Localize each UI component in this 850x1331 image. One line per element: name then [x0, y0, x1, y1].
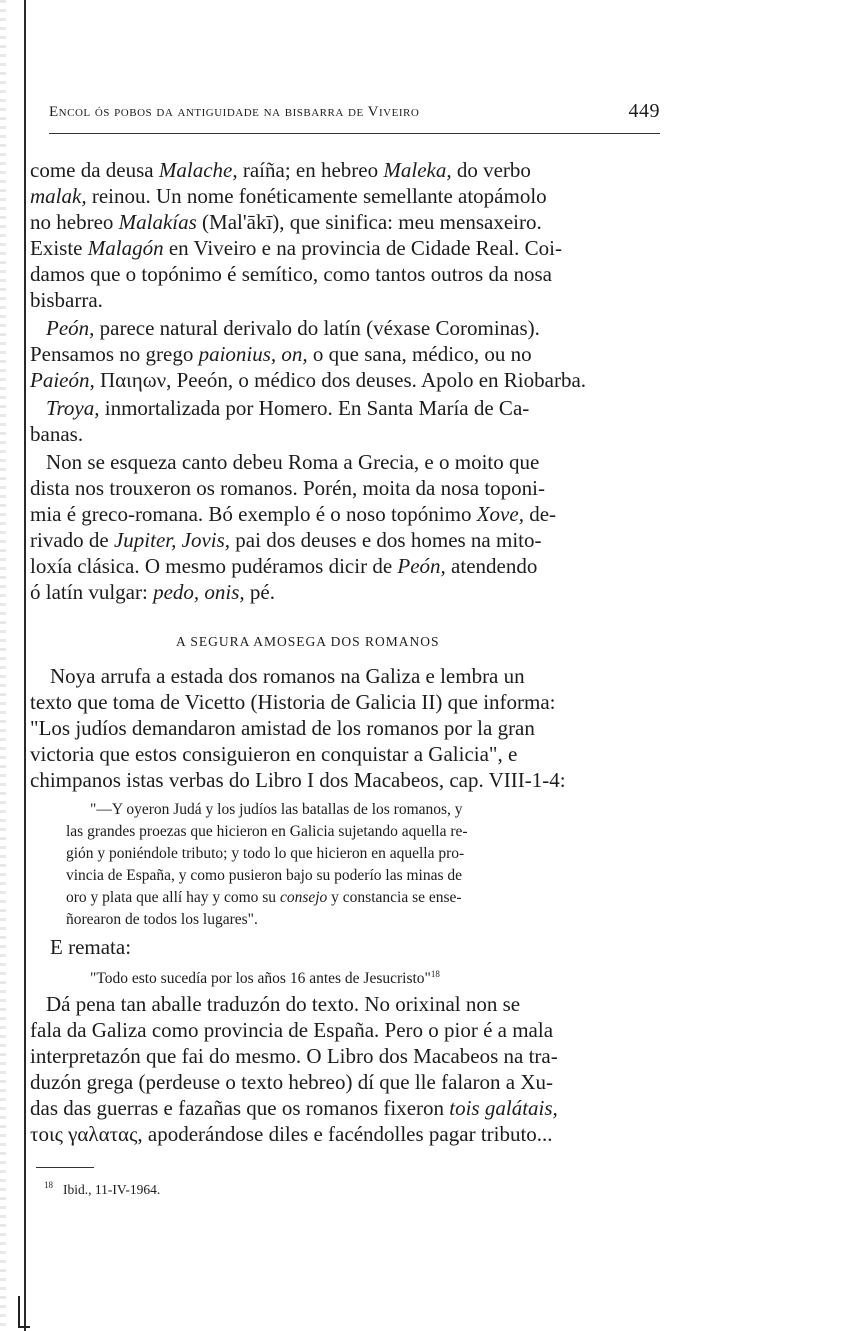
- section-heading: A SEGURA AMOSEGA DOS ROMANOS: [176, 634, 440, 649]
- body-line: Pensamos no grego paionius, on, o que sana, médico, ou no: [30, 342, 532, 366]
- body-line: duzón grega (perdeuse o texto hebreo) dí que lle falaron a Xu-: [30, 1070, 554, 1094]
- quote-line: oro y plata que allí hay y como su consejo y constancia se ense-: [66, 889, 462, 906]
- body-line: banas.: [30, 422, 84, 446]
- quote-line: las grandes proezas que hicieron en Galicia sujetando aquella re-: [66, 823, 468, 840]
- body-line: "Los judíos demandaron amistad de los romanos por la gran: [30, 716, 535, 740]
- body-line: victoria que estos consiguieron en conquistar a Galicia", e: [30, 742, 518, 766]
- body-line: τοις γαλατας, apoderándose diles e facéndolles pagar tributo...: [30, 1122, 553, 1146]
- body-line: damos que o topónimo é semítico, como tantos outros da nosa: [30, 262, 553, 286]
- body-line: Peón, parece natural derivalo do latín (véxase Corominas).: [46, 316, 540, 340]
- page-number: 449: [628, 100, 660, 122]
- quote-line: gión y poniéndole tributo; y todo lo que hicieron en aquella pro-: [66, 845, 465, 862]
- body-line: Troya, inmortalizada por Homero. En Santa María de Ca-: [46, 396, 530, 420]
- running-title: Encol ós pobos da antiguidade na bisbarra de Viveiro: [49, 104, 420, 120]
- body-line: dista nos trouxeron os romanos. Porén, moita da nosa toponi-: [30, 476, 546, 500]
- body-line: mia é greco-romana. Bó exemplo é o noso topónimo Xove, de-: [30, 502, 557, 526]
- body-line: Non se esqueza canto debeu Roma a Grecia, e o moito que: [46, 450, 540, 474]
- quote-line: vincia de España, y como pusieron bajo su poderío las minas de: [66, 867, 463, 884]
- body-line: rivado de Jupiter, Jovis, pai dos deuses e dos homes na mito-: [30, 528, 542, 552]
- body-line: ó latín vulgar: pedo, onis, pé.: [30, 580, 275, 604]
- quote-line: "—Y oyeron Judá y los judíos las batallas de los romanos, y: [90, 801, 463, 818]
- footnote-rule: [36, 1167, 94, 1168]
- quote-line: ñorearon de todos los lugares".: [66, 911, 258, 928]
- body-line: interpretazón que fai do mesmo. O Libro dos Macabeos na tra-: [30, 1044, 558, 1068]
- body-line: texto que toma de Vicetto (Historia de Galicia II) que informa:: [30, 690, 556, 714]
- quote-line: "Todo esto sucedía por los años 16 antes de Jesucristo"$^{18}$: [90, 969, 440, 988]
- body-line: chimpanos istas verbas do Libro I dos Macabeos, cap. VIII-1-4:: [30, 768, 566, 792]
- body-line: Dá pena tan aballe traduzón do texto. No orixinal non se: [46, 992, 521, 1016]
- body-line: E remata:: [50, 935, 132, 959]
- body-line: Noya arrufa a estada dos romanos na Galiza e lembra un: [50, 664, 525, 688]
- body-line: Existe Malagón en Viveiro e na provincia de Cidade Real. Coi-: [30, 236, 562, 260]
- body-line: loxía clásica. O mesmo pudéramos dicir de Peón, atendendo: [30, 554, 538, 578]
- footnote: [44, 1182, 160, 1198]
- body-line: no hebreo Malakías (Mal'ākī), que sinifica: meu mensaxeiro.: [30, 210, 542, 234]
- body-line: come da deusa Malache, raíña; en hebreo Maleka, do verbo: [30, 158, 531, 182]
- footnote-mark: 18: [44, 1180, 53, 1190]
- body-line: bisbarra.: [30, 288, 103, 312]
- body-line: das das guerras e fazañas que os romanos fixeron tois galátais,: [30, 1096, 558, 1120]
- footnote-reference: 18: [430, 969, 440, 979]
- footnote-text: Ibid., 11-IV-1964.: [63, 1182, 161, 1197]
- body-line: Paieón, Παιηων, Peeón, o médico dos deuses. Apolo en Riobarba.: [30, 368, 587, 392]
- body-line: fala da Galiza como provincia de España. Pero o pior é a mala: [30, 1018, 554, 1042]
- body-line: malak, reinou. Un nome fonéticamente semellante atopámolo: [30, 184, 547, 208]
